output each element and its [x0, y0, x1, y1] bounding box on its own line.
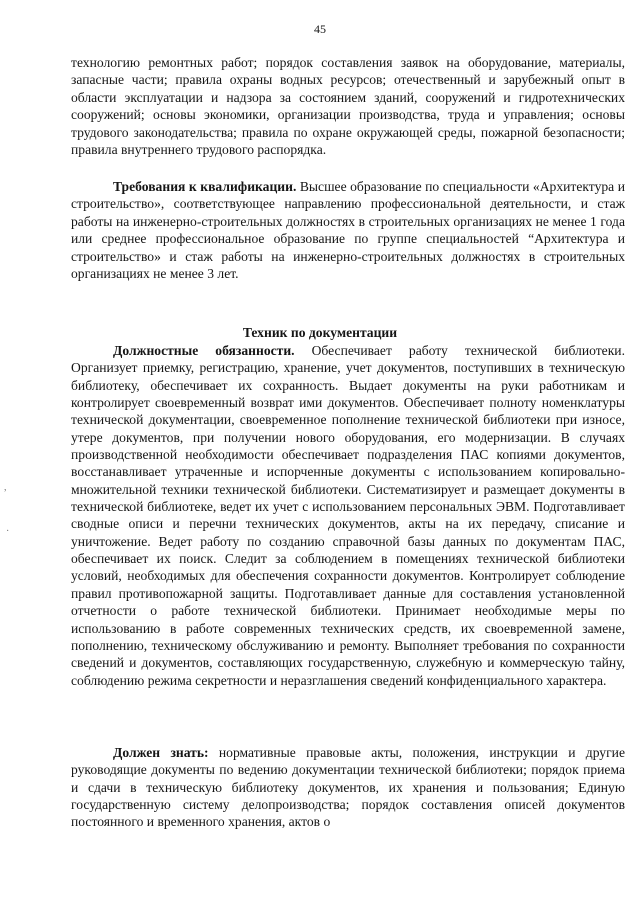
margin-mark: · — [6, 526, 10, 537]
page-number: 45 — [314, 22, 326, 36]
duties-text: Обеспечивает работу технической библиотеки. Организует приемку, регистрацию, хранение, учет документов, поступивших в техническую библиотеку, обеспечивает их сохранность. Выдает документы на руки работникам и контролирует своевременный возврат ими документов. Обеспечивает полноту номенклатуры технической документации, своевременное пополнение технической библиотеки при износе, утере документов, при получении нового оборудования, его модернизации. В случаях производственной необходимости обеспечивает подразделения ПАС копиями документов, восстанавливает утраченные и испорченные документы с использованием копировально-множительной техники технической библиотеки. Систематизирует и размещает документы в технической библиотеке, ведет их учет с использованием персональных ЭВМ. Подготавливает сводные описи и перечни технических документов, акты на их передачу, списание и уничтожение. Ведет работу по созданию справочной базы данных по документам ПАС, обеспечивает их поиск. Следит за соблюдением в помещениях технической библиотеки условий, необходимых для обеспечения сохранности документов. Контролирует соблюдение правил противопожарной защиты. Подготавливает данные для составления установленной отчетности о работе технической библиотеки. Принимает необходимые меры по использованию в работе современных технических средств, их своевременной замене, пополнению, техническому обслуживанию и ремонту. Выполняет требования по сохранности сведений и документов, составляющих государственную, служебную и коммерческую тайну, соблюдению режима секретности и неразглашения сведений конфиденциального характера. — [71, 343, 625, 688]
intro-paragraph: технологию ремонтных работ; порядок составления заявок на оборудование, материалы, запасные части; правила охраны водных ресурсов; отечественный и зарубежный опыт в области эксплуатации и надзора за состоянием зданий, сооружений и гидротехнических сооружений; основы экономики, организации производства, труда и управления; основы трудового законодательства; правила по охране окружающей среды, пожарной безопасности; правила внутреннего трудового распорядка. — [71, 55, 625, 158]
qualification-text: Высшее образование по специальности «Архитектура и строительство», соответствующее направлению профессиональной деятельности, и стаж работы на инженерно-строительных должностях в строительных организациях не менее 1 года или среднее профессиональное образование по группе специальностей “Архитектура и строительство» и стаж работы на инженерно-строительных должностях в строительных организациях не менее 3 лет. — [71, 179, 625, 282]
qualification-heading: Требования к квалификации. — [113, 179, 297, 194]
margin-mark: , — [4, 482, 7, 493]
must-know-paragraph — [71, 744, 625, 831]
duties-heading: Должностные обязанности. — [113, 343, 295, 358]
duties-paragraph — [71, 342, 625, 689]
must-know-text: нормативные правовые акты, положения, инструкции и другие руководящие документы по ведению документации технической библиотеки; порядок приема и сдачи в техническую библиотеку документов, их хранения и пользования; Единую государственную систему делопроизводства; порядок составления описей документов постоянного и временного хранения, актов о — [71, 745, 625, 830]
section-title: Техник по документации — [242, 325, 398, 340]
must-know-heading: Должен знать: — [113, 745, 209, 760]
qualification-paragraph — [71, 178, 625, 283]
